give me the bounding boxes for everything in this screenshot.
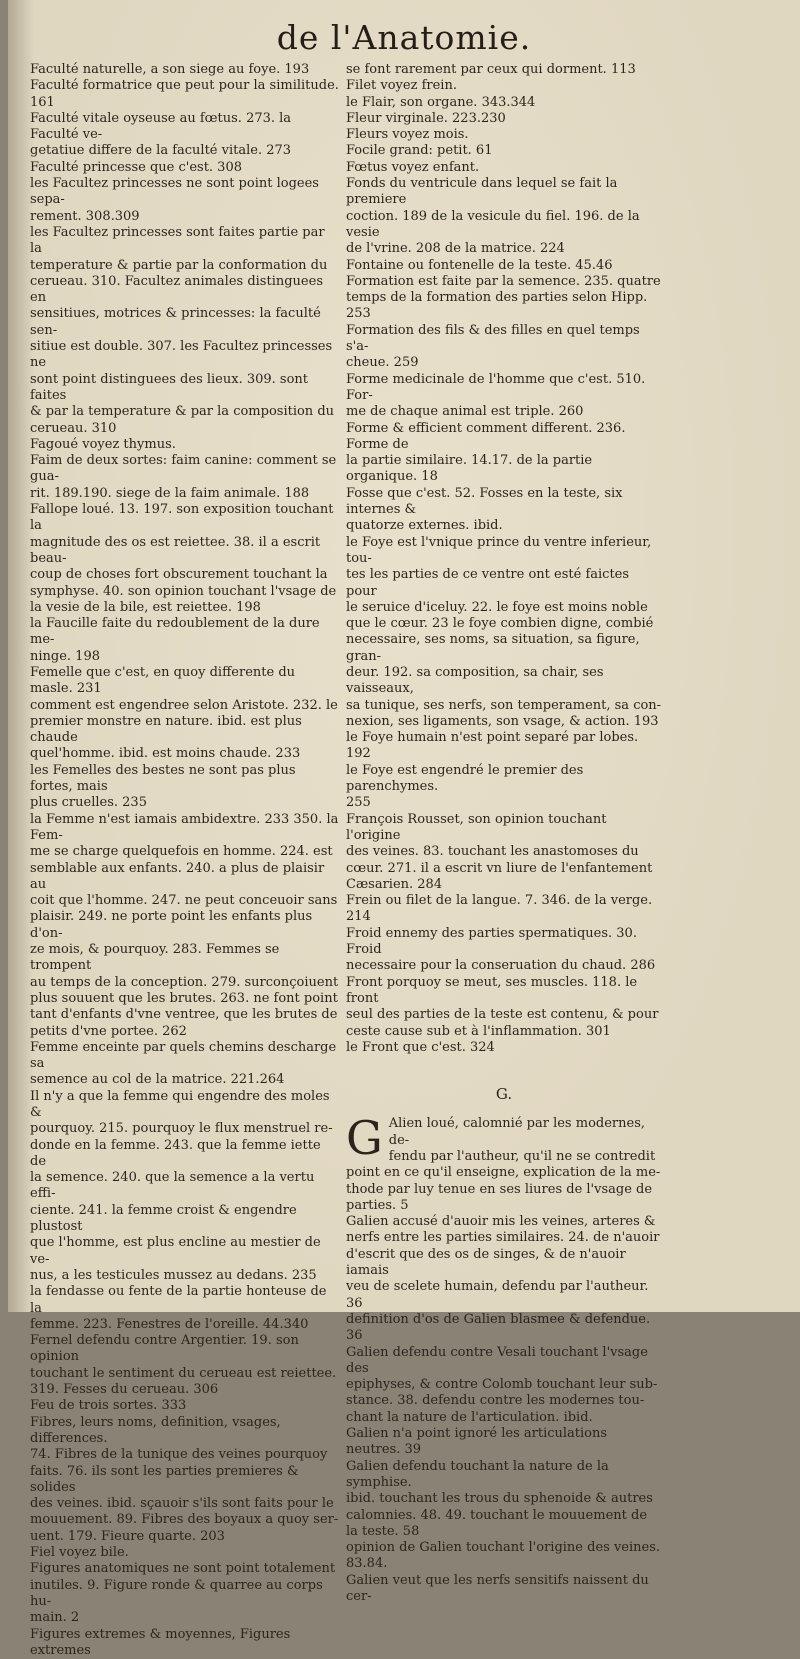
index-line: pourquoy. 215. pourquoy le flux menstruel re-: [30, 1121, 340, 1137]
index-line: Fleur virginale. 223.230: [346, 111, 662, 127]
index-line: Figures extremes & moyennes, Figures extremes: [30, 1627, 340, 1659]
index-line: de l'vrine. 208 de la matrice. 224: [346, 241, 662, 257]
index-line: semence au col de la matrice. 221.264: [30, 1072, 340, 1088]
index-line: fendu par l'autheur, qu'il ne se contredit: [346, 1149, 662, 1165]
index-line: quel'homme. ibid. est moins chaude. 233: [30, 746, 340, 762]
index-line: coup de choses fort obscurement touchant la: [30, 567, 340, 583]
index-line: main. 2: [30, 1610, 340, 1626]
index-line: le Foye est engendré le premier des parenchymes.: [346, 763, 662, 796]
index-line: inutiles. 9. Figure ronde & quarree au corps hu-: [30, 1578, 340, 1611]
index-line: Fiel voyez bile.: [30, 1545, 340, 1561]
index-line: Focile grand: petit. 61: [346, 143, 662, 159]
index-line: la Femme n'est iamais ambidextre. 233 350. la Fem-: [30, 812, 340, 845]
index-line: sensitiues, motrices & princesses: la faculté sen-: [30, 306, 340, 339]
index-line: les Facultez princesses ne sont point logees sepa-: [30, 176, 340, 209]
index-line: Galien defendu contre Vesali touchant l'vsage des: [346, 1345, 662, 1378]
index-line: le Foye est l'vnique prince du ventre inferieur, tou-: [346, 535, 662, 568]
index-line: au temps de la conception. 279. surconçoiuent: [30, 975, 340, 991]
index-line: Filet voyez frein.: [346, 78, 662, 94]
index-line: donde en la femme. 243. que la femme iette de: [30, 1138, 340, 1171]
index-line: ceste cause sub et à l'inflammation. 301: [346, 1024, 662, 1040]
index-line: calomnies. 48. 49. touchant le mouuement de: [346, 1508, 662, 1524]
index-line: temps de la formation des parties selon Hipp. 253: [346, 290, 662, 323]
index-line: rement. 308.309: [30, 209, 340, 225]
index-line: des veines. ibid. sçauoir s'ils sont faits pour le: [30, 1496, 340, 1512]
index-line: Fibres, leurs noms, definition, vsages, differences.: [30, 1415, 340, 1448]
index-line: me de chaque animal est triple. 260: [346, 404, 662, 420]
index-line: Fontaine ou fontenelle de la teste. 45.46: [346, 258, 662, 274]
index-line: mouuement. 89. Fibres des boyaux a quoy ser-: [30, 1512, 340, 1528]
index-line: Galien defendu touchant la nature de la symphise.: [346, 1459, 662, 1492]
index-line: 255: [346, 795, 662, 811]
index-entries-f: [346, 62, 662, 1056]
index-line: uent. 179. Fieure quarte. 203: [30, 1529, 340, 1545]
index-line: magnitude des os est reiettee. 38. il a escrit beau-: [30, 535, 340, 568]
index-line: Forme & efficient comment different. 236. Forme de: [346, 421, 662, 454]
book-page: [8, 0, 800, 1312]
index-line: touchant le sentiment du cerueau est reiettee.: [30, 1366, 340, 1382]
index-line: Fagoué voyez thymus.: [30, 437, 340, 453]
index-line: Faculté naturelle, a son siege au foye. 193: [30, 62, 340, 78]
index-line: le Foye humain n'est point separé par lobes. 192: [346, 730, 662, 763]
index-line: ibid. touchant les trous du sphenoide & autres: [346, 1491, 662, 1507]
index-line: sont point distinguees des lieux. 309. sont faites: [30, 372, 340, 405]
index-line: veu de scelete humain, defendu par l'autheur. 36: [346, 1279, 662, 1312]
index-line: Fonds du ventricule dans lequel se fait la premiere: [346, 176, 662, 209]
index-line: definition d'os de Galien blasmee & defendue. 36: [346, 1312, 662, 1345]
index-line: Front porquoy se meut, ses muscles. 118. le front: [346, 975, 662, 1008]
index-line: cheue. 259: [346, 355, 662, 371]
index-line: necessaire, ses noms, sa situation, sa figure, gran-: [346, 632, 662, 665]
index-line: la Faucille faite du redoublement de la dure me-: [30, 616, 340, 649]
index-line: le Flair, son organe. 343.344: [346, 95, 662, 111]
index-line: plus cruelles. 235: [30, 795, 340, 811]
index-line: parties. 5: [346, 1198, 662, 1214]
index-line: Galien n'a point ignoré les articulations neutres. 39: [346, 1426, 662, 1459]
index-line: sitiue est double. 307. les Facultez princesses ne: [30, 339, 340, 372]
index-line: Galien veut que les nerfs sensitifs naissent du cer-: [346, 1573, 662, 1606]
index-line: semblable aux enfants. 240. a plus de plaisir au: [30, 861, 340, 894]
section-letter-g: G.: [346, 1086, 662, 1102]
index-line: nexion, ses ligaments, son vsage, & action. 193: [346, 714, 662, 730]
index-line: ze mois, & pourquoy. 283. Femmes se trompent: [30, 942, 340, 975]
index-line: Cæsarien. 284: [346, 877, 662, 893]
index-line: la fendasse ou fente de la partie honteuse de la: [30, 1284, 340, 1317]
index-line: cerueau. 310. Facultez animales distinguees en: [30, 274, 340, 307]
index-line: chant la nature de l'articulation. ibid.: [346, 1410, 662, 1426]
index-column-left: [30, 62, 340, 1312]
index-line: nus, a les testicules mussez au dedans. 235: [30, 1268, 340, 1284]
index-line: la partie similaire. 14.17. de la partie organique. 18: [346, 453, 662, 486]
index-line: 161: [30, 95, 340, 111]
index-line: que l'homme, est plus encline au mestier de ve-: [30, 1235, 340, 1268]
index-line: coction. 189 de la vesicule du fiel. 196. de la vesie: [346, 209, 662, 242]
index-line: plaisir. 249. ne porte point les enfants plus d'on-: [30, 909, 340, 942]
index-line: me se charge quelquefois en homme. 224. est: [30, 844, 340, 860]
index-line: rit. 189.190. siege de la faim animale. 188: [30, 486, 340, 502]
index-line: sa tunique, ses nerfs, son temperament, sa con-: [346, 698, 662, 714]
index-line: Galien accusé d'auoir mis les veines, arteres &: [346, 1214, 662, 1230]
index-line: la teste. 58: [346, 1524, 662, 1540]
index-line: Faculté princesse que c'est. 308: [30, 160, 340, 176]
index-line: nerfs entre les parties similaires. 24. de n'auoir: [346, 1230, 662, 1246]
index-line: tes les parties de ce ventre ont esté faictes pour: [346, 567, 662, 600]
index-entries-g: [346, 1116, 662, 1605]
index-line: getatiue differe de la faculté vitale. 273: [30, 143, 340, 159]
index-line: la vesie de la bile, est reiettee. 198: [30, 600, 340, 616]
index-line: 319. Fesses du cerueau. 306: [30, 1382, 340, 1398]
index-line: Fœtus voyez enfant.: [346, 160, 662, 176]
index-line: thode par luy tenue en ses liures de l'vsage de: [346, 1182, 662, 1198]
index-line: Il n'y a que la femme qui engendre des moles &: [30, 1089, 340, 1122]
index-line: les Femelles des bestes ne sont pas plus fortes, mais: [30, 763, 340, 796]
index-line: d'escrit que des os de singes, & de n'auoir iamais: [346, 1247, 662, 1280]
index-line: Frein ou filet de la langue. 7. 346. de la verge. 214: [346, 893, 662, 926]
index-line: Faim de deux sortes: faim canine: comment se gua-: [30, 453, 340, 486]
index-line: coit que l'homme. 247. ne peut conceuoir sans: [30, 893, 340, 909]
index-line: Froid ennemy des parties spermatiques. 30. Froid: [346, 926, 662, 959]
index-line: Fernel defendu contre Argentier. 19. son opinion: [30, 1333, 340, 1366]
index-line: cœur. 271. il a escrit vn liure de l'enfantement: [346, 861, 662, 877]
index-line: temperature & partie par la conformation du: [30, 258, 340, 274]
drop-cap: G: [346, 1116, 383, 1158]
index-line: le Front que c'est. 324: [346, 1040, 662, 1056]
index-line: point en ce qu'il enseigne, explication de la me-: [346, 1165, 662, 1181]
index-line: François Rousset, son opinion touchant l'origine: [346, 812, 662, 845]
index-line: des veines. 83. touchant les anastomoses du: [346, 844, 662, 860]
index-line: comment est engendree selon Aristote. 232. le: [30, 698, 340, 714]
index-line: Fallope loué. 13. 197. son exposition touchant la: [30, 502, 340, 535]
index-line: la semence. 240. que la semence a la vertu effi-: [30, 1170, 340, 1203]
index-line: Fleurs voyez mois.: [346, 127, 662, 143]
index-line: & par la temperature & par la composition du: [30, 404, 340, 420]
index-line: seul des parties de la teste est contenu, & pour: [346, 1007, 662, 1023]
index-line: faits. 76. ils sont les parties premieres & solides: [30, 1464, 340, 1497]
index-line: les Facultez princesses sont faites partie par la: [30, 225, 340, 258]
index-line: le seruice d'iceluy. 22. le foye est moins noble: [346, 600, 662, 616]
index-line: Feu de trois sortes. 333: [30, 1398, 340, 1414]
index-line: Formation des fils & des filles en quel temps s'a-: [346, 323, 662, 356]
index-line: Faculté formatrice que peut pour la similitude.: [30, 78, 340, 94]
index-line: opinion de Galien touchant l'origine des veines.: [346, 1540, 662, 1556]
index-line: 83.84.: [346, 1556, 662, 1572]
index-line: premier monstre en nature. ibid. est plus chaude: [30, 714, 340, 747]
index-line: plus souuent que les brutes. 263. ne font point: [30, 991, 340, 1007]
index-line: deur. 192. sa composition, sa chair, ses vaisseaux,: [346, 665, 662, 698]
index-line: Figures anatomiques ne sont point totalement: [30, 1561, 340, 1577]
index-line: 74. Fibres de la tunique des veines pourquoy: [30, 1447, 340, 1463]
index-line: petits d'vne portee. 262: [30, 1024, 340, 1040]
index-line: se font rarement par ceux qui dorment. 113: [346, 62, 662, 78]
index-line: quatorze externes. ibid.: [346, 518, 662, 534]
index-line: que le cœur. 23 le foye combien digne, combié: [346, 616, 662, 632]
index-line: Faculté vitale oyseuse au fœtus. 273. la Faculté ve-: [30, 111, 340, 144]
running-title: de l'Anatomie.: [8, 18, 800, 57]
index-line: tant d'enfants d'vne ventree, que les brutes de: [30, 1007, 340, 1023]
index-line: Alien loué, calomnié par les modernes, de-: [346, 1116, 662, 1149]
index-line: ciente. 241. la femme croist & engendre plustost: [30, 1203, 340, 1236]
index-column-right: [346, 62, 662, 1312]
index-line: epiphyses, & contre Colomb touchant leur sub-: [346, 1377, 662, 1393]
index-line: stance. 38. defendu contre les modernes tou-: [346, 1393, 662, 1409]
index-line: symphyse. 40. son opinion touchant l'vsage de: [30, 584, 340, 600]
index-line: necessaire pour la conseruation du chaud. 286: [346, 958, 662, 974]
index-line: cerueau. 310: [30, 421, 340, 437]
index-line: Femelle que c'est, en quoy differente du masle. 231: [30, 665, 340, 698]
index-line: ninge. 198: [30, 649, 340, 665]
index-line: Forme medicinale de l'homme que c'est. 510. For-: [346, 372, 662, 405]
index-line: femme. 223. Fenestres de l'oreille. 44.340: [30, 1317, 340, 1333]
index-line: Formation est faite par la semence. 235. quatre: [346, 274, 662, 290]
index-line: Fosse que c'est. 52. Fosses en la teste, six internes &: [346, 486, 662, 519]
index-line: Femme enceinte par quels chemins descharge sa: [30, 1040, 340, 1073]
